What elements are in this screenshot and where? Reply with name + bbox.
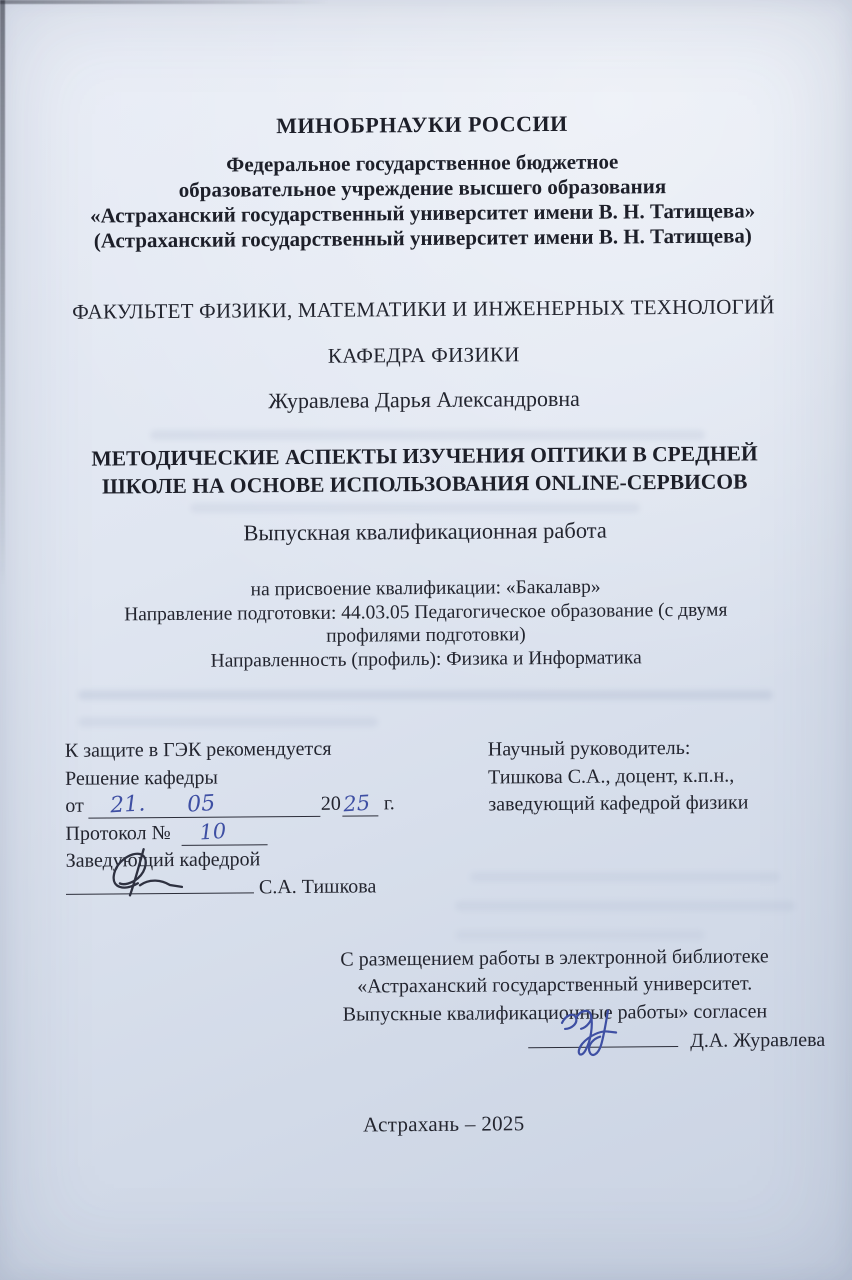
head-name: С.А. Тишкова xyxy=(253,875,377,899)
supervisor-label: Научный руководитель: xyxy=(487,736,691,761)
ministry-heading: МИНОБРНАУКИ РОССИИ xyxy=(276,110,568,139)
thesis-title xyxy=(0,440,851,502)
year-printed: 20 xyxy=(320,792,341,816)
institution-line: образовательное учреждение высшего образования xyxy=(178,174,667,202)
handwritten-protocol-number: 10 xyxy=(198,818,228,845)
profile-line: Направленность (профиль): Физика и Информатика xyxy=(210,646,642,672)
head-label: Заведующий кафедрой xyxy=(65,848,261,873)
consent-line: Выпускные квалификационные работы» согласен xyxy=(342,999,768,1026)
city-year: Астрахань – 2025 xyxy=(363,1111,525,1137)
protocol-label: Протокол № xyxy=(65,821,171,845)
consent-signature-row xyxy=(285,1027,825,1059)
date-blank-line xyxy=(89,792,321,819)
approval-date-line xyxy=(65,790,475,821)
work-type: Выпускная квалификационная работа xyxy=(243,517,607,546)
protocol-line xyxy=(65,817,475,848)
consent-line: «Астраханский государственный университет. xyxy=(357,972,753,998)
thesis-title-line: ШКОЛЕ НА ОСНОВЕ ИСПОЛЬЗОВАНИЯ ONLINE-СЕРВИСОВ xyxy=(102,468,748,499)
year-blank-line xyxy=(343,791,379,817)
qualification-block xyxy=(0,574,852,675)
consent-block xyxy=(284,943,825,1058)
consent-line: С размещением работы в электронной библиотеке xyxy=(340,945,769,971)
institution-name xyxy=(0,148,849,255)
program-line: профилями подготовки) xyxy=(326,624,526,647)
approval-recommendation: К защите в ГЭК рекомендуется xyxy=(64,737,332,762)
handwritten-month: 05 xyxy=(187,791,217,818)
date-prefix: от xyxy=(65,794,84,818)
supervisor-block xyxy=(488,734,829,819)
handwritten-year: 25 xyxy=(343,790,372,817)
head-signature-line xyxy=(66,873,476,904)
consent-signer-name: Д.А. Журавлева xyxy=(690,1028,826,1052)
institution-line: Федеральное государственное бюджетное xyxy=(226,149,619,177)
program-line: Направление подготовки: 44.03.05 Педагогическое образование (с двумя xyxy=(124,599,728,625)
department-name: КАФЕДРА ФИЗИКИ xyxy=(327,342,520,368)
author-name: Журавлева Дарья Александровна xyxy=(268,385,580,414)
faculty-name: ФАКУЛЬТЕТ ФИЗИКИ, МАТЕМАТИКИ И ИНЖЕНЕРНЫХ ТЕХНОЛОГИЙ xyxy=(72,294,775,324)
approval-decision: Решение кафедры xyxy=(64,766,218,790)
supervisor-name: Тишкова С.А., доцент, к.п.н., xyxy=(487,764,735,789)
head-signature-blank-line xyxy=(66,892,254,894)
protocol-blank-line xyxy=(182,819,268,846)
author-signature-blank-line xyxy=(528,1046,678,1048)
approval-block xyxy=(65,735,476,904)
thesis-title-line: МЕТОДИЧЕСКИЕ АСПЕКТЫ ИЗУЧЕНИЯ ОПТИКИ В СРЕДНЕЙ xyxy=(91,441,758,471)
qualification-line: на присвоение квалификации: «Бакалавр» xyxy=(250,576,601,601)
year-suffix: г. xyxy=(378,792,395,815)
institution-line: (Астраханский государственный университет имени В. Н. Татищева) xyxy=(93,223,752,253)
handwritten-day: 21. xyxy=(110,791,147,819)
supervisor-position: заведующий кафедрой физики xyxy=(488,791,749,816)
institution-line: «Астраханский государственный университет имени В. Н. Татищева» xyxy=(89,198,756,228)
